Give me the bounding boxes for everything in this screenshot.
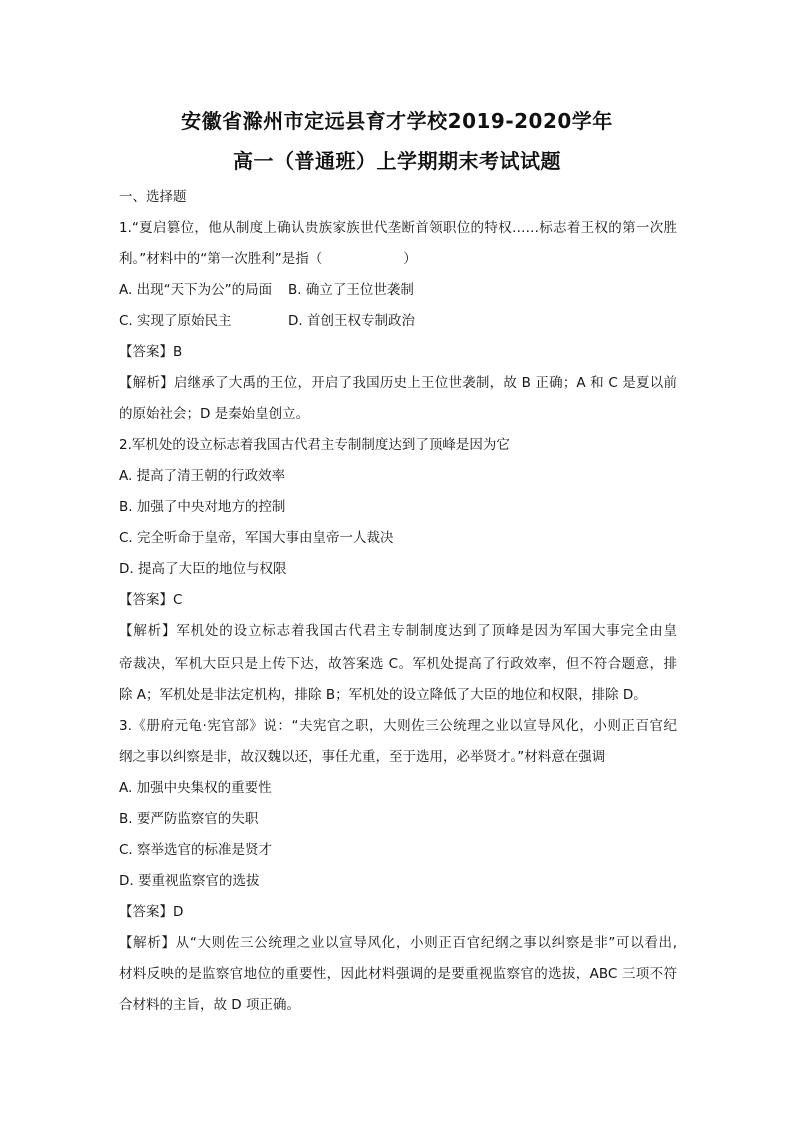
q1-stem-line1: 1.“夏启篡位，他从制度上确认贵族家族世代垄断首领职位的特权……标志着王权的第一次胜 <box>119 220 677 236</box>
q2-answer: 【答案】C <box>119 592 183 608</box>
q1-analysis-line1: 【解析】启继承了大禹的王位，开启了我国历史上王位世袭制，故 B 正确；A 和 C 是夏以前 <box>119 375 677 391</box>
q1-option-a: A. 出现“天下为公”的局面 <box>119 282 273 298</box>
q2-option-b: B. 加强了中央对地方的控制 <box>119 499 286 515</box>
q2-option-d: D. 提高了大臣的地位与权限 <box>119 561 287 577</box>
q3-option-d: D. 要重视监察官的选拔 <box>119 873 260 889</box>
q1-option-d: D. 首创王权专制政治 <box>288 313 415 329</box>
q3-answer: 【答案】D <box>119 904 184 920</box>
section-heading: 一、选择题 <box>119 189 187 205</box>
document-title-line2: 高一（普通班）上学期期末考试试题 <box>233 149 561 173</box>
q2-option-c: C. 完全听命于皇帝，军国大事由皇帝一人裁决 <box>119 530 394 546</box>
q3-analysis-line3: 合材料的主旨，故 D 项正确。 <box>119 997 300 1013</box>
q1-answer: 【答案】B <box>119 344 183 360</box>
q2-analysis-line3: 除 A；军机处是非法定机构，排除 B；军机处的设立降低了大臣的地位和权限，排除 D。 <box>119 687 647 703</box>
q2-analysis-line2: 帝裁决，军机大臣只是上传下达，故答案选 C。军机处提高了行政效率，但不符合题意，排 <box>119 656 677 672</box>
q2-stem: 2.军机处的设立标志着我国古代君主专制制度达到了顶峰是因为它 <box>119 437 510 453</box>
q3-stem-line2: 纲之事以纠察是非，故汉魏以还，事任尤重，至于选用，必举贤才。”材料意在强调 <box>119 749 606 765</box>
q1-option-c: C. 实现了原始民主 <box>119 313 232 329</box>
q2-option-a: A. 提高了清王朝的行政效率 <box>119 468 286 484</box>
q1-stem-line2: 利。”材料中的“第一次胜利”是指（ ） <box>119 251 417 267</box>
q2-analysis-line1: 【解析】军机处的设立标志着我国古代君主专制制度达到了顶峰是因为军国大事完全由皇 <box>119 623 677 639</box>
document-title-line1: 安徽省滁州市定远县育才学校2019-2020学年 <box>181 109 613 133</box>
q1-analysis-line2: 的原始社会；D 是秦始皇创立。 <box>119 406 310 422</box>
q3-option-c: C. 察举选官的标准是贤才 <box>119 842 273 858</box>
q3-option-a: A. 加强中央集权的重要性 <box>119 780 272 796</box>
q3-analysis-line1: 【解析】从“大则佐三公统理之业以宣导风化，小则正百官纪纲之事以纠察是非”可以看出, <box>119 935 677 951</box>
q3-option-b: B. 要严防监察官的失职 <box>119 811 259 827</box>
q3-stem-line1: 3.《册府元龟·宪官部》说：“夫宪官之职，大则佐三公统理之业以宣导风化，小则正百官纪 <box>119 718 677 734</box>
q1-option-b: B. 确立了王位世袭制 <box>288 282 414 298</box>
q3-analysis-line2: 材料反映的是监察官地位的重要性，因此材料强调的是要重视监察官的选拔，ABC 三项不符 <box>119 966 677 982</box>
